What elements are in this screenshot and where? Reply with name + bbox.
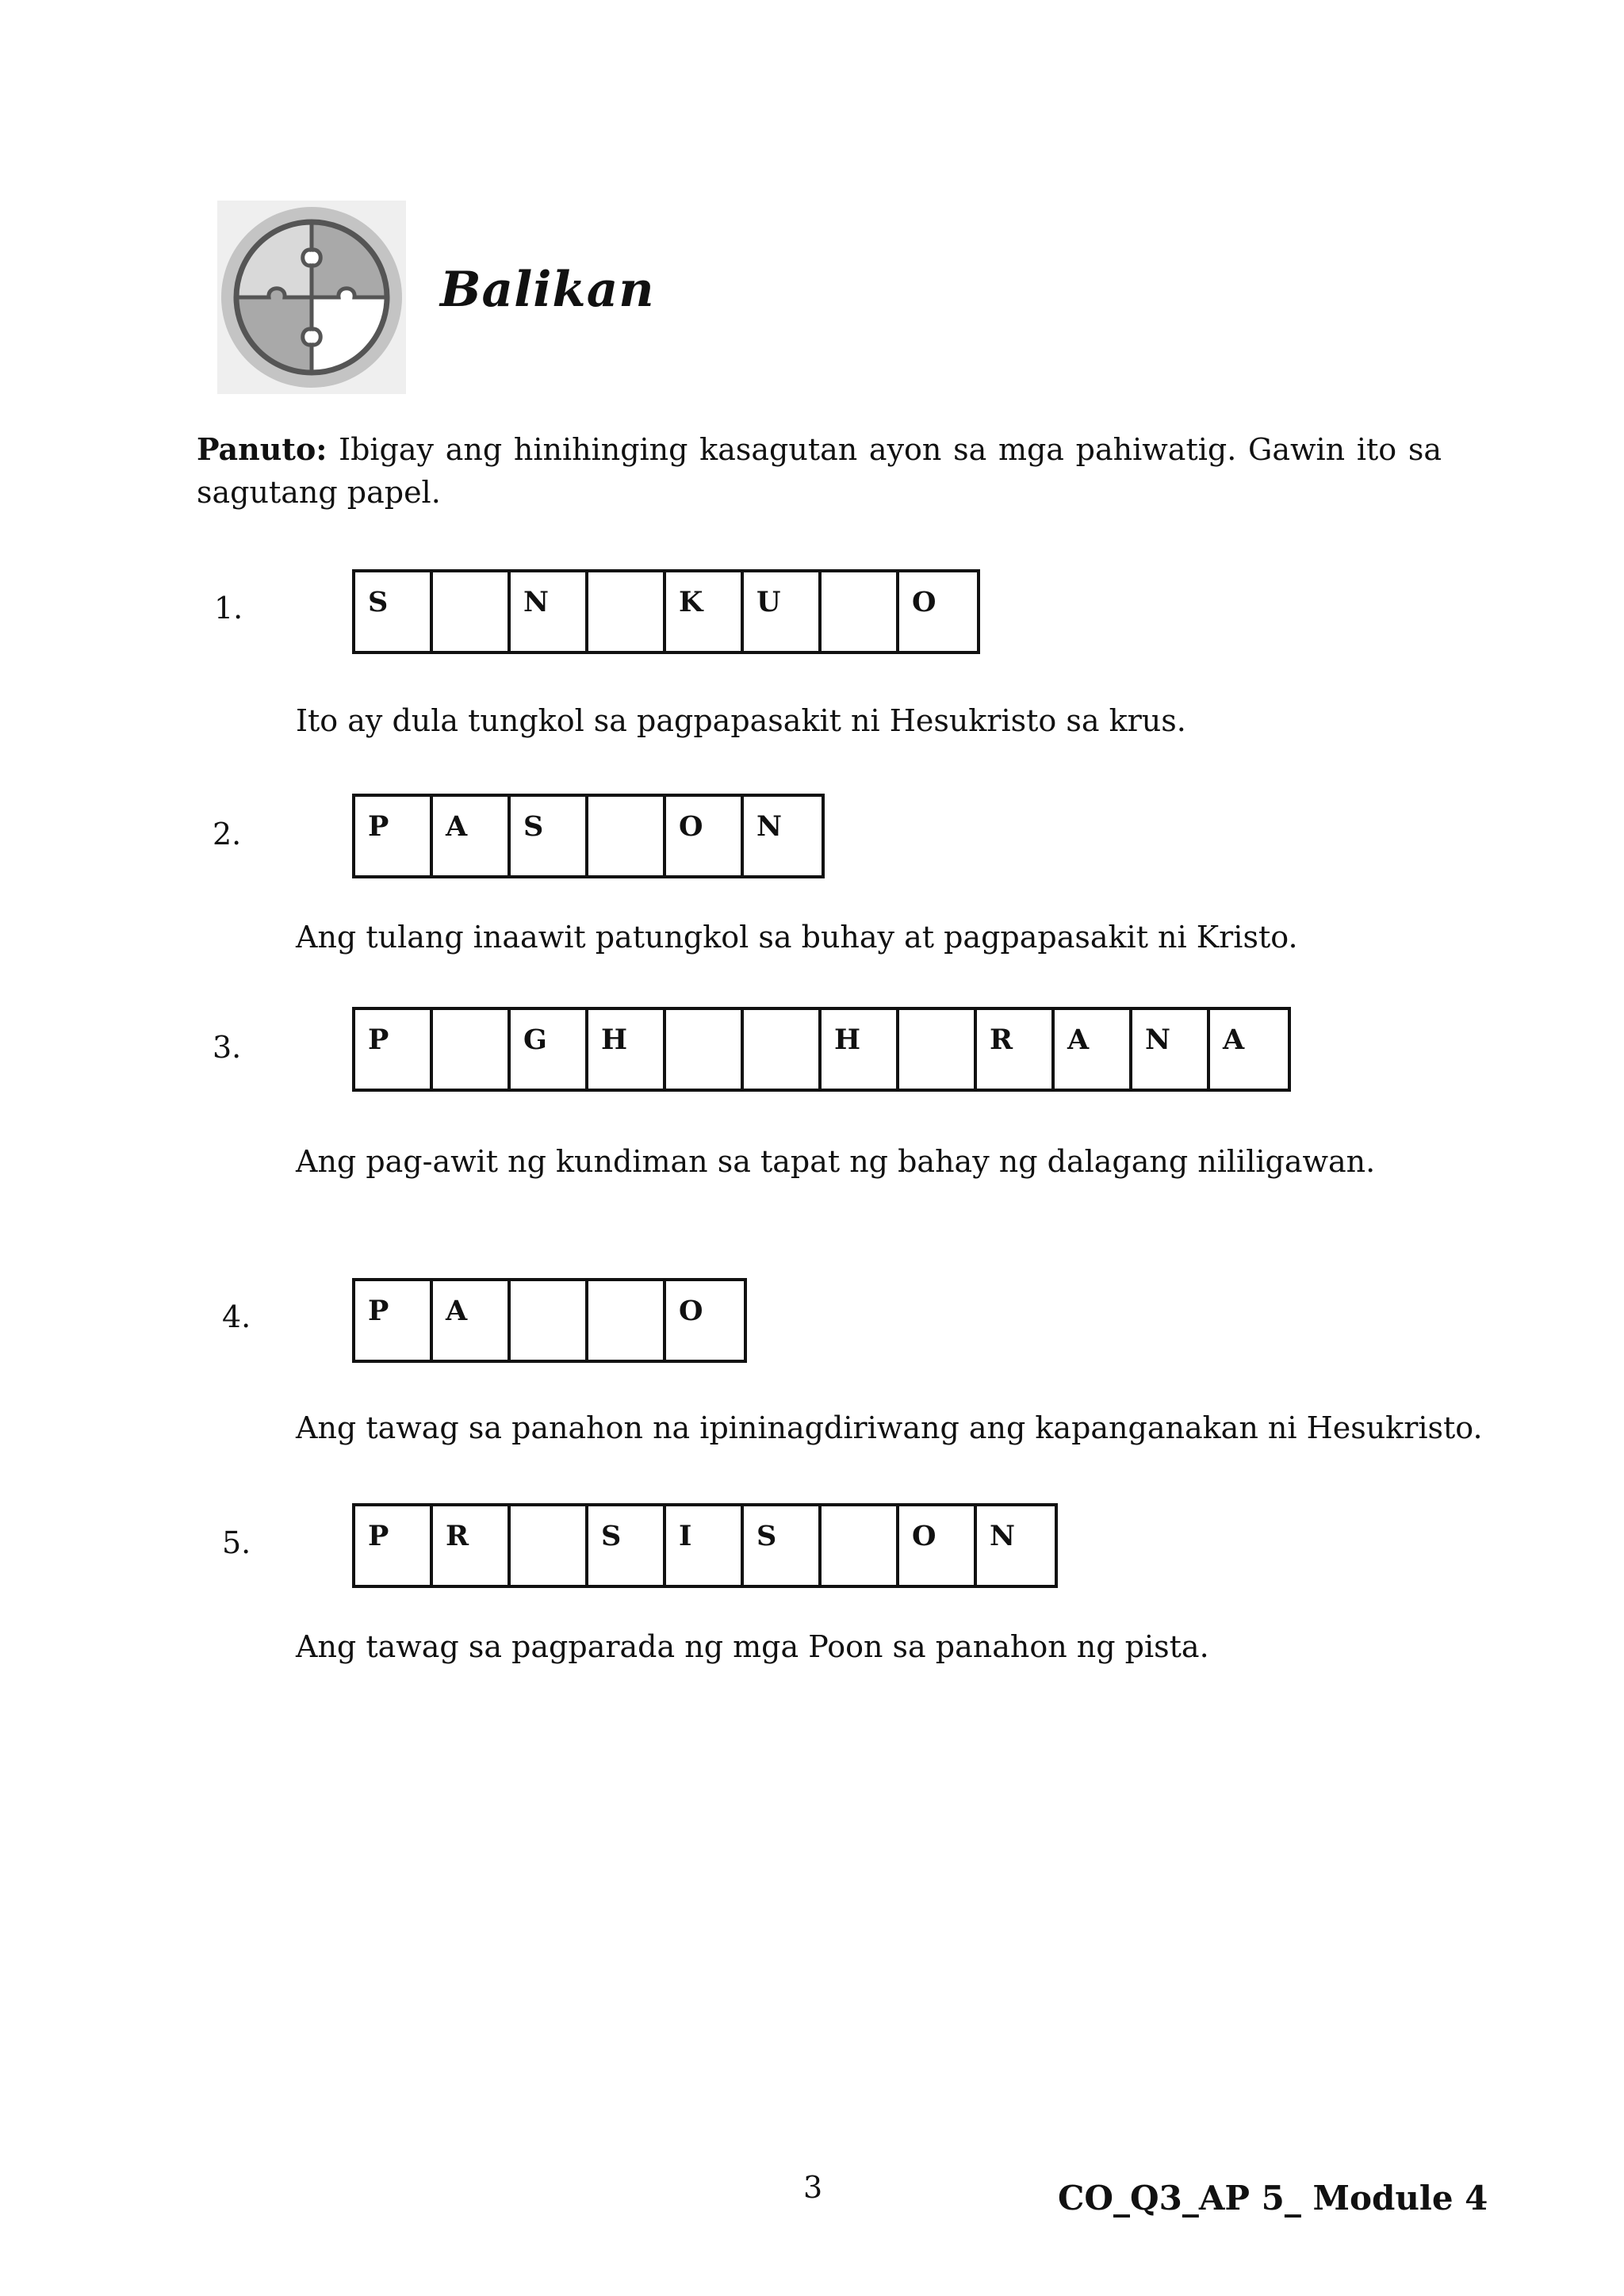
letter-cell[interactable]: S xyxy=(588,1506,666,1585)
answer-grid xyxy=(352,1278,747,1363)
letter-cell[interactable] xyxy=(588,797,666,875)
page-number: 3 xyxy=(803,2170,823,2205)
letter-cell[interactable]: O xyxy=(666,797,744,875)
letter-cell[interactable]: S xyxy=(355,572,433,651)
letter-cell[interactable] xyxy=(822,1506,899,1585)
letter-cell[interactable] xyxy=(744,1010,822,1089)
letter-cell[interactable]: R xyxy=(977,1010,1055,1089)
letter-cell[interactable]: N xyxy=(511,572,588,651)
answer-grid xyxy=(352,794,825,878)
section-title: Balikan xyxy=(440,262,655,318)
letter-cell[interactable]: A xyxy=(433,797,511,875)
letter-cell[interactable]: N xyxy=(990,1520,1015,1552)
letter-cell[interactable] xyxy=(588,1281,666,1360)
answer-grid xyxy=(352,1503,1058,1588)
item-number: 3. xyxy=(213,1030,242,1065)
letter-cell[interactable]: N xyxy=(756,810,782,843)
letter-cell[interactable]: O xyxy=(912,586,936,618)
letter-cell[interactable]: U xyxy=(744,572,822,651)
clue-text: Ang pag-awit ng kundiman sa tapat ng bahay ng dalagang nililigawan. xyxy=(296,1144,1376,1179)
instructions xyxy=(197,428,1442,514)
letter-cell[interactable]: A xyxy=(1055,1010,1132,1089)
answer-grid xyxy=(352,569,980,654)
letter-cell[interactable]: O xyxy=(679,1295,703,1327)
letter-cell[interactable]: A xyxy=(433,1281,511,1360)
item-number: 2. xyxy=(213,817,242,851)
module-code: CO_Q3_AP 5_ Module 4 xyxy=(1058,2179,1488,2218)
letter-cell[interactable]: O xyxy=(899,1506,977,1585)
letter-cell[interactable] xyxy=(511,1281,588,1360)
answer-grid xyxy=(352,1007,1291,1092)
letter-cell[interactable]: P xyxy=(355,1010,433,1089)
letter-cell[interactable]: I xyxy=(666,1506,744,1585)
letter-cell[interactable] xyxy=(588,572,666,651)
puzzle-pieces-icon xyxy=(217,201,406,394)
clue-text: Ang tulang inaawit patungkol sa buhay at pagpapasakit ni Kristo. xyxy=(296,920,1298,955)
item-number: 5. xyxy=(222,1525,251,1560)
letter-cell[interactable]: P xyxy=(355,1506,433,1585)
letter-cell[interactable]: S xyxy=(744,1506,822,1585)
letter-cell[interactable] xyxy=(433,1010,511,1089)
letter-cell[interactable]: P xyxy=(355,1281,433,1360)
item-number: 4. xyxy=(222,1299,251,1334)
letter-cell[interactable]: N xyxy=(1132,1010,1210,1089)
letter-cell[interactable] xyxy=(899,1010,977,1089)
letter-cell[interactable]: A xyxy=(1223,1024,1245,1056)
clue-text: Ang tawag sa panahon na ipininagdiriwang ang kapanganakan ni Hesukristo. xyxy=(296,1410,1483,1445)
letter-cell[interactable]: S xyxy=(511,797,588,875)
letter-cell[interactable]: H xyxy=(588,1010,666,1089)
clue-text: Ito ay dula tungkol sa pagpapasakit ni Hesukristo sa krus. xyxy=(296,703,1186,738)
letter-cell[interactable] xyxy=(511,1506,588,1585)
letter-cell[interactable]: G xyxy=(511,1010,588,1089)
instructions-label: Panuto: xyxy=(197,431,327,467)
item-number: 1. xyxy=(214,591,243,626)
letter-cell[interactable] xyxy=(666,1010,744,1089)
letter-cell[interactable]: R xyxy=(433,1506,511,1585)
letter-cell[interactable] xyxy=(433,572,511,651)
letter-cell[interactable] xyxy=(822,572,899,651)
letter-cell[interactable]: H xyxy=(822,1010,899,1089)
clue-text: Ang tawag sa pagparada ng mga Poon sa panahon ng pista. xyxy=(296,1629,1209,1664)
letter-cell[interactable]: K xyxy=(666,572,744,651)
letter-cell[interactable]: P xyxy=(355,797,433,875)
instructions-text: Ibigay ang hinihinging kasagutan ayon sa mga pahiwatig. Gawin ito sa sagutang papel. xyxy=(197,432,1442,510)
